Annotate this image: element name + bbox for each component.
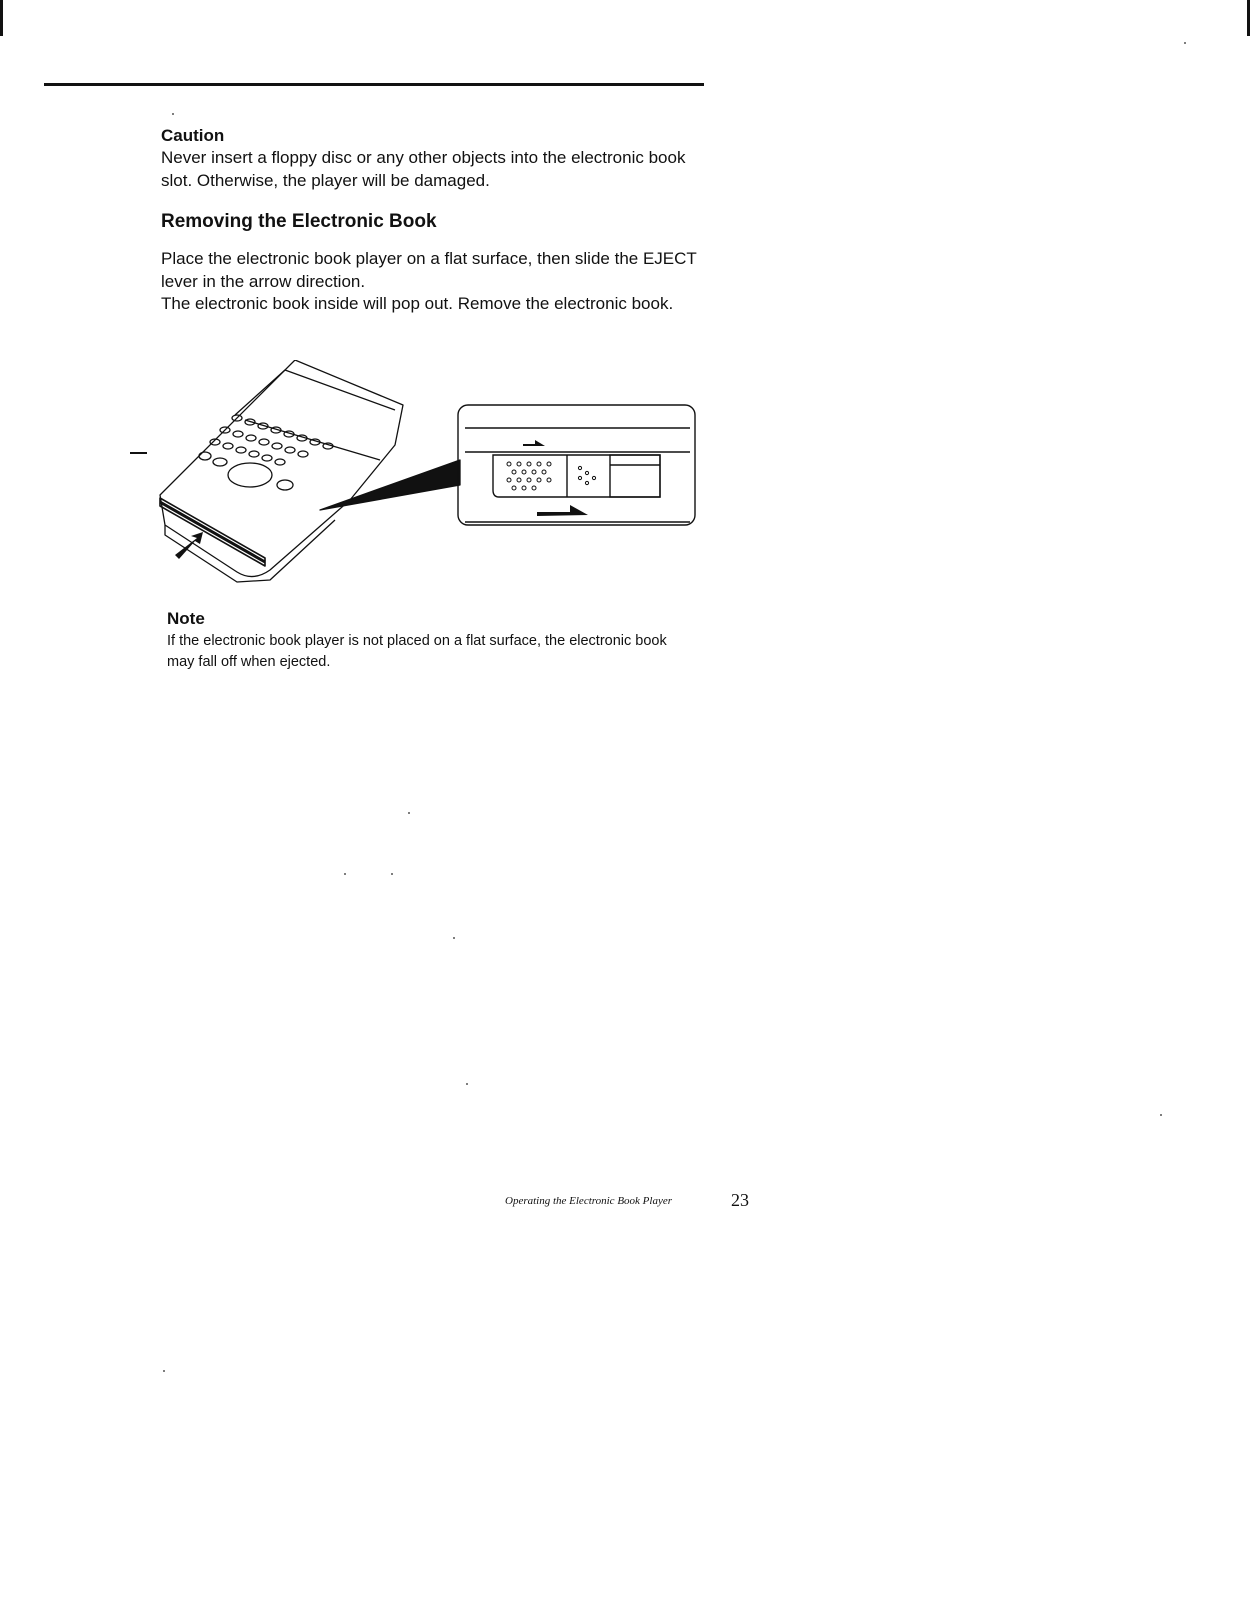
page-number: 23: [731, 1190, 749, 1210]
scan-speck: [1184, 42, 1186, 44]
eject-illustration: [125, 360, 715, 585]
top-rule: [44, 83, 704, 86]
scan-speck: [391, 873, 393, 875]
scan-speck: [163, 1370, 165, 1372]
slide-arrow-small-icon: [523, 440, 545, 446]
eject-lever: [493, 455, 660, 497]
instruction-paragraph-1: Place the electronic book player on a flat surface, then slide the EJECT lever in the arrow direction.: [161, 249, 697, 291]
footer-section-title: Operating the Electronic Book Player: [505, 1195, 672, 1207]
section-heading: Removing the Electronic Book: [161, 211, 437, 232]
note-title: Note: [167, 609, 205, 628]
scan-speck: [1160, 1114, 1162, 1116]
eject-arrow-icon: [175, 532, 203, 559]
scan-speck: [172, 113, 174, 115]
caution-title: Caution: [161, 126, 225, 145]
scan-speck: [453, 937, 455, 939]
note-text: If the electronic book player is not placed on a flat surface, the electronic book may fall off when ejected.: [167, 633, 667, 670]
scan-speck: [466, 1083, 468, 1085]
scan-edge-mark-right: [1247, 0, 1250, 36]
player-body: [160, 360, 403, 577]
caution-text: Never insert a floppy disc or any other objects into the electronic book slot. Otherwise, the player will be damaged.: [161, 148, 686, 190]
scan-speck: [344, 873, 346, 875]
section-body: [161, 248, 716, 316]
slide-arrow-large-icon: [537, 505, 588, 516]
scan-speck: [408, 812, 410, 814]
instruction-paragraph-2: The electronic book inside will pop out. Remove the electronic book.: [161, 294, 674, 313]
scan-edge-mark-left: [0, 0, 3, 36]
